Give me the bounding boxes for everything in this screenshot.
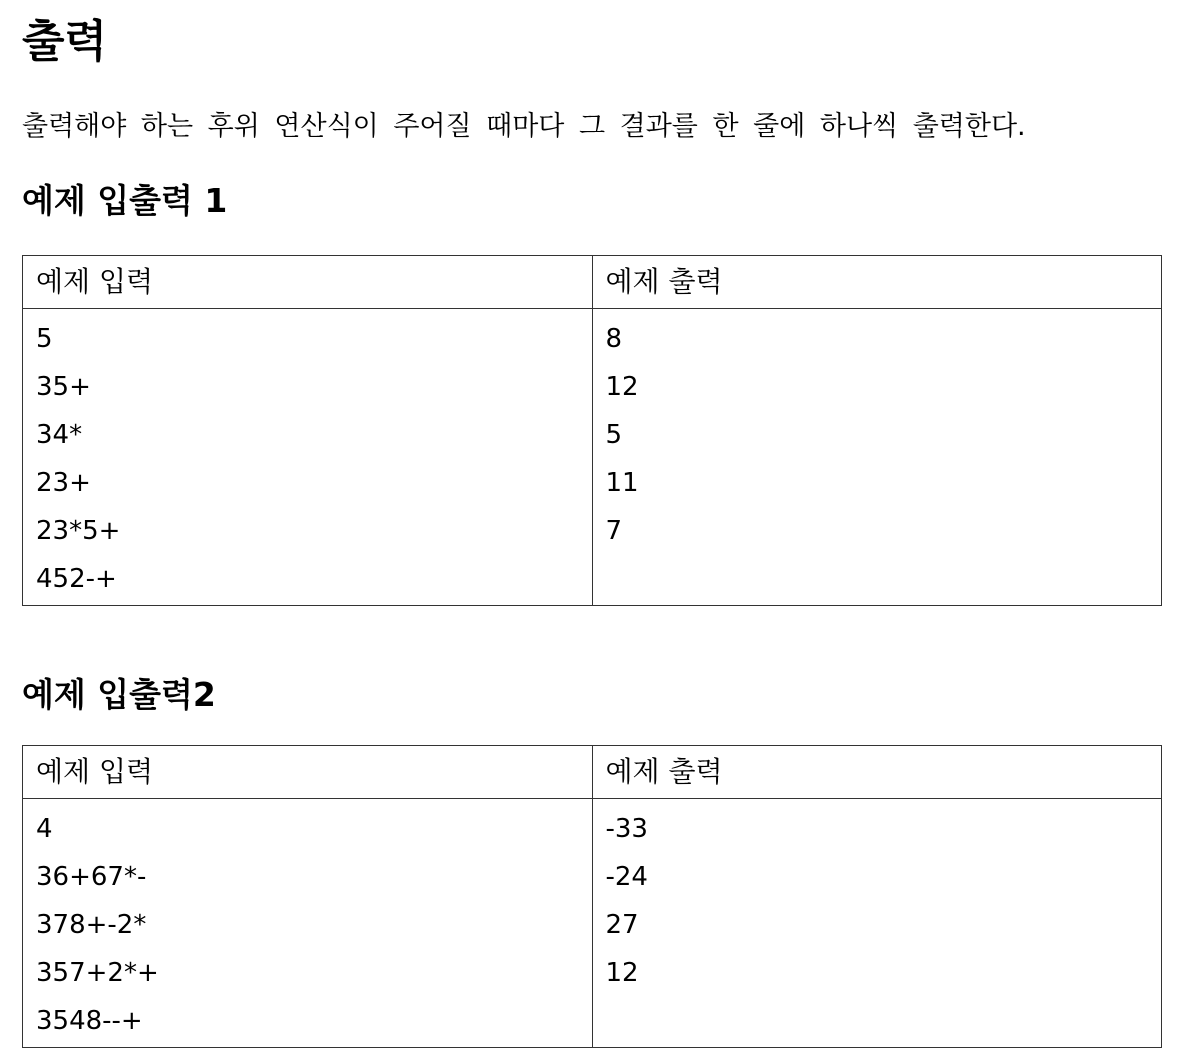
example-1-output-line: 12 xyxy=(605,372,639,402)
example-2-output-cell[interactable] xyxy=(592,799,1162,1048)
example-2-output-line: 27 xyxy=(605,910,639,940)
example-2-output-line: -24 xyxy=(605,862,648,892)
example-1-output-line: 11 xyxy=(605,468,639,498)
example-1-body-row xyxy=(23,309,1162,606)
example-1-output-line: 8 xyxy=(605,324,623,354)
example-1-input-line: 5 xyxy=(36,324,53,354)
example-2-input-cell[interactable] xyxy=(23,799,593,1048)
example-1-input-line: 35+ xyxy=(36,372,91,402)
example-1-header-row xyxy=(23,256,1162,309)
example-2-body-row xyxy=(23,799,1162,1048)
example-1-output-line: 5 xyxy=(605,420,623,450)
example-2-input-line: 36+67*- xyxy=(36,862,147,892)
example-1-input-line: 452-+ xyxy=(36,564,117,594)
example-2-input-line: 4 xyxy=(36,814,53,844)
example-2-input-line: 3548--+ xyxy=(36,1006,143,1036)
example-1-input-cell[interactable] xyxy=(23,309,593,606)
example-1-table xyxy=(22,255,1162,606)
page-title: 출력 xyxy=(22,16,108,67)
example-1-output-cell[interactable] xyxy=(592,309,1162,606)
example-2-title: 예제 입출력2 xyxy=(22,675,216,714)
example-2-input-header: 예제 입력 xyxy=(23,746,593,799)
example-2-output-header: 예제 출력 xyxy=(592,746,1162,799)
example-2-input-line: 378+-2* xyxy=(36,910,147,940)
example-2-output-line: -33 xyxy=(605,814,648,844)
example-2-header-row xyxy=(23,746,1162,799)
example-1-input-line: 23+ xyxy=(36,468,91,498)
example-1-output-header: 예제 출력 xyxy=(592,256,1162,309)
example-1-output-line: 7 xyxy=(605,516,623,546)
example-1-title: 예제 입출력 1 xyxy=(22,181,228,220)
example-2-table xyxy=(22,745,1162,1048)
example-1-input-line: 34* xyxy=(36,420,83,450)
example-1-input-header: 예제 입력 xyxy=(23,256,593,309)
example-1-input-line: 23*5+ xyxy=(36,516,121,546)
output-description: 출력해야 하는 후위 연산식이 주어질 때마다 그 결과를 한 줄에 하나씩 출력한다. xyxy=(22,111,1026,142)
example-2-output-line: 12 xyxy=(605,958,639,988)
example-2-input-line: 357+2*+ xyxy=(36,958,159,988)
